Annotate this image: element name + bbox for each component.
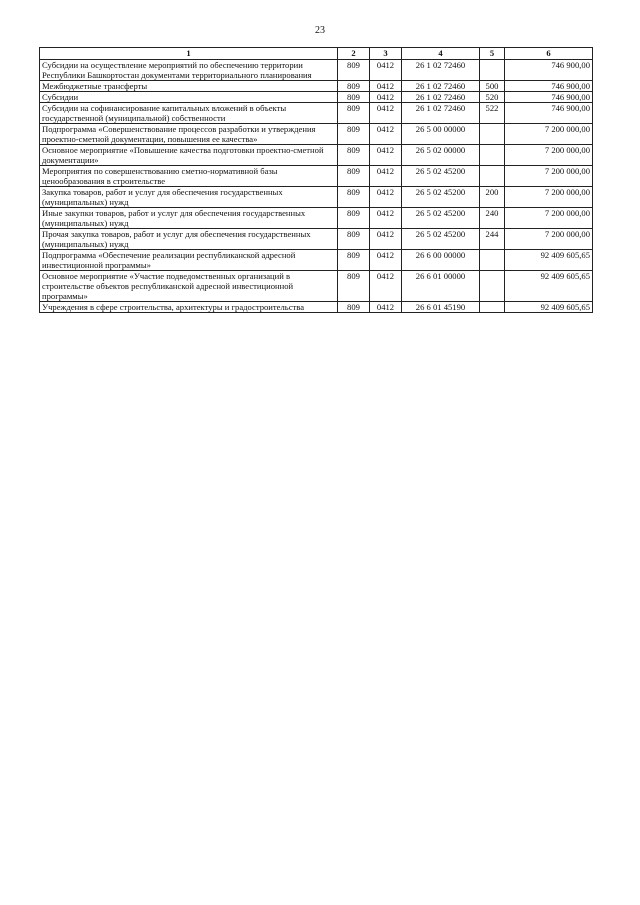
row-expense-type: 520 [480,92,505,103]
row-section-code: 0412 [370,302,402,313]
row-ministry-code: 809 [338,103,370,124]
row-ministry-code: 809 [338,124,370,145]
row-ministry-code: 809 [338,145,370,166]
table-row [40,187,593,208]
column-header: 3 [370,48,402,60]
row-description: Учреждения в сфере строительства, архитектуры и градостроительства [40,302,338,313]
row-section-code: 0412 [370,103,402,124]
table-row [40,229,593,250]
row-target-article: 26 5 02 45200 [402,166,480,187]
table-row [40,145,593,166]
row-description: Закупка товаров, работ и услуг для обеспечения государственных (муниципальных) нужд [40,187,338,208]
row-target-article: 26 1 02 72460 [402,92,480,103]
row-expense-type [480,250,505,271]
row-section-code: 0412 [370,60,402,81]
row-amount: 7 200 000,00 [505,145,593,166]
row-amount: 746 900,00 [505,92,593,103]
column-header: 1 [40,48,338,60]
row-ministry-code: 809 [338,229,370,250]
table-row [40,166,593,187]
row-ministry-code: 809 [338,60,370,81]
row-ministry-code: 809 [338,302,370,313]
row-expense-type: 240 [480,208,505,229]
row-amount: 7 200 000,00 [505,208,593,229]
row-target-article: 26 5 00 00000 [402,124,480,145]
table-row [40,60,593,81]
table-body [40,60,593,313]
row-target-article: 26 1 02 72460 [402,60,480,81]
row-target-article: 26 1 02 72460 [402,81,480,92]
row-target-article: 26 5 02 45200 [402,229,480,250]
row-ministry-code: 809 [338,208,370,229]
budget-table [39,47,593,313]
row-ministry-code: 809 [338,166,370,187]
row-section-code: 0412 [370,187,402,208]
row-amount: 7 200 000,00 [505,229,593,250]
row-section-code: 0412 [370,145,402,166]
row-target-article: 26 5 02 45200 [402,187,480,208]
column-header: 5 [480,48,505,60]
row-section-code: 0412 [370,166,402,187]
row-description: Субсидии на софинансирование капитальных вложений в объекты государственной (муниципальной) собственности [40,103,338,124]
row-section-code: 0412 [370,229,402,250]
row-amount: 746 900,00 [505,103,593,124]
column-header: 4 [402,48,480,60]
row-description: Иные закупки товаров, работ и услуг для обеспечения государственных (муниципальных) нужд [40,208,338,229]
table-row [40,271,593,302]
row-description: Подпрограмма «Обеспечение реализации республиканской адресной инвестиционной программы» [40,250,338,271]
row-expense-type: 200 [480,187,505,208]
row-ministry-code: 809 [338,250,370,271]
row-expense-type: 500 [480,81,505,92]
row-section-code: 0412 [370,271,402,302]
row-amount: 92 409 605,65 [505,250,593,271]
table-row [40,124,593,145]
table-row [40,92,593,103]
table-header-row [40,48,593,60]
row-expense-type: 522 [480,103,505,124]
page-number: 23 [315,25,325,36]
row-amount: 7 200 000,00 [505,187,593,208]
row-amount: 746 900,00 [505,81,593,92]
column-header: 6 [505,48,593,60]
row-ministry-code: 809 [338,187,370,208]
table-row [40,103,593,124]
row-expense-type [480,124,505,145]
row-target-article: 26 5 02 00000 [402,145,480,166]
row-expense-type: 244 [480,229,505,250]
row-ministry-code: 809 [338,271,370,302]
row-expense-type [480,271,505,302]
row-description: Подпрограмма «Совершенствование процессов разработки и утверждения проектно-сметной документации, повышения ее качества» [40,124,338,145]
row-amount: 92 409 605,65 [505,302,593,313]
row-description: Межбюджетные трансферты [40,81,338,92]
row-ministry-code: 809 [338,81,370,92]
column-header: 2 [338,48,370,60]
row-section-code: 0412 [370,92,402,103]
row-expense-type [480,60,505,81]
row-description: Мероприятия по совершенствованию сметно-нормативной базы ценообразования в строительстве [40,166,338,187]
table-row [40,208,593,229]
row-expense-type [480,166,505,187]
row-expense-type [480,145,505,166]
row-description: Субсидии на осуществление мероприятий по обеспечению территории Республики Башкортостан документами территориального планирования [40,60,338,81]
row-amount: 746 900,00 [505,60,593,81]
row-section-code: 0412 [370,250,402,271]
table-row [40,81,593,92]
row-ministry-code: 809 [338,92,370,103]
row-description: Субсидии [40,92,338,103]
row-target-article: 26 6 01 00000 [402,271,480,302]
row-description: Основное мероприятие «Участие подведомственных организаций в строительстве объектов республиканской адресной инвестиционной программы» [40,271,338,302]
row-description: Прочая закупка товаров, работ и услуг для обеспечения государственных (муниципальных) нужд [40,229,338,250]
row-expense-type [480,302,505,313]
row-target-article: 26 6 01 45190 [402,302,480,313]
row-description: Основное мероприятие «Повышение качества подготовки проектно-сметной документации» [40,145,338,166]
table-row [40,302,593,313]
row-section-code: 0412 [370,124,402,145]
row-amount: 92 409 605,65 [505,271,593,302]
row-amount: 7 200 000,00 [505,166,593,187]
row-section-code: 0412 [370,208,402,229]
row-section-code: 0412 [370,81,402,92]
row-target-article: 26 1 02 72460 [402,103,480,124]
row-target-article: 26 6 00 00000 [402,250,480,271]
table-row [40,250,593,271]
row-amount: 7 200 000,00 [505,124,593,145]
row-target-article: 26 5 02 45200 [402,208,480,229]
